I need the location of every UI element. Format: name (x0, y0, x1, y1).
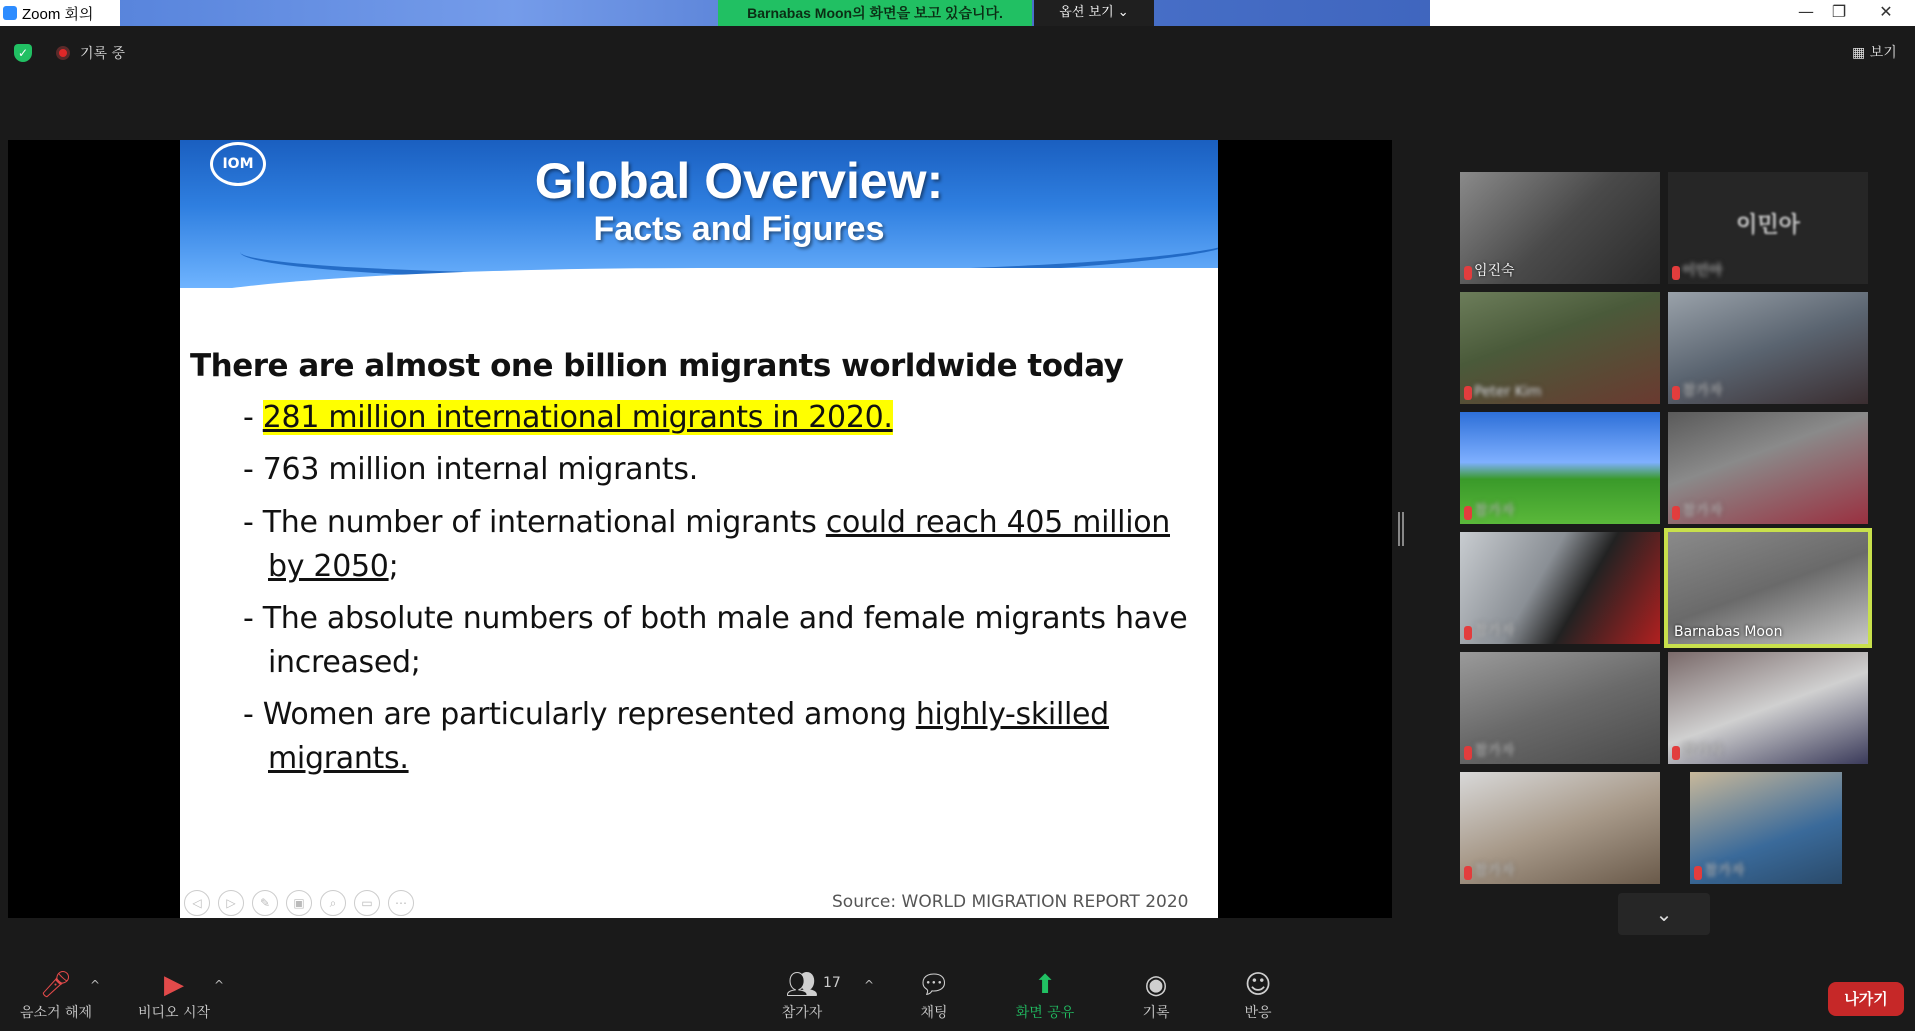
slides-icon[interactable]: ▣ (286, 890, 312, 916)
participants-options-caret-icon[interactable]: ^ (864, 978, 875, 992)
participant-tile[interactable] (1460, 172, 1660, 284)
recording-indicator-icon (56, 46, 70, 60)
prev-slide-icon[interactable]: ◁ (184, 890, 210, 916)
highlighted-text: 281 million international migrants in 2020. (262, 400, 893, 435)
participant-initials: 이민아 (1736, 213, 1800, 238)
iom-logo: IOM (210, 142, 266, 186)
view-label: 보기 (1869, 45, 1897, 61)
muted-mic-icon (1464, 866, 1472, 880)
participant-tile[interactable] (1690, 772, 1842, 884)
gallery-view-button[interactable] (1852, 42, 1897, 62)
more-participants-chevron-down-icon[interactable]: ⌄ (1618, 893, 1710, 935)
bullet-text: Women are particularly represented among (262, 697, 916, 732)
leave-meeting-button[interactable]: 나가기 (1828, 982, 1904, 1016)
record-icon: ◉ (1144, 970, 1168, 1000)
participant-name: 참가자 (1682, 383, 1723, 399)
participant-count-badge: 17 (823, 975, 841, 991)
panel-resize-handle[interactable] (1398, 512, 1404, 546)
next-slide-icon[interactable]: ▷ (218, 890, 244, 916)
minimize-icon[interactable]: — (1798, 2, 1814, 21)
pen-icon[interactable]: ✎ (252, 890, 278, 916)
audio-options-caret-icon[interactable]: ^ (90, 978, 101, 992)
participant-name: 참가자 (1474, 743, 1515, 759)
bullet-text-cont: increased; (268, 645, 421, 680)
slide-subtitle: Facts and Figures (593, 210, 885, 248)
slide-title: Global Overview: (534, 153, 944, 209)
unmute-button[interactable] (14, 968, 101, 1022)
recording-label: 기록 중 (80, 46, 126, 62)
title-bar (0, 0, 1915, 26)
participant-name: 참가자 (1474, 623, 1515, 639)
subtitle-icon[interactable]: ▭ (354, 890, 380, 916)
slide-header-banner (180, 140, 1218, 288)
window-title: Zoom 회의 (22, 6, 94, 23)
slide-headline: There are almost one billion migrants worldwide today (190, 348, 1124, 384)
zoom-logo-icon (3, 6, 17, 20)
start-video-label: 비디오 시작 (137, 1005, 211, 1021)
chat-button[interactable] (908, 968, 960, 1022)
muted-mic-icon (1464, 506, 1472, 520)
participant-tile[interactable] (1668, 172, 1868, 284)
participant-tile[interactable] (1460, 292, 1660, 404)
record-button[interactable] (1130, 968, 1182, 1022)
close-icon[interactable]: ✕ (1879, 2, 1893, 21)
participant-name: 임진숙 (1474, 263, 1515, 279)
muted-mic-icon (1464, 746, 1472, 760)
reactions-button[interactable] (1232, 968, 1284, 1022)
participant-name: Peter Kim (1474, 384, 1542, 400)
chat-bubble-icon: 💬︎ (917, 970, 951, 1000)
restore-icon[interactable]: ❐ (1831, 2, 1847, 21)
participants-label: 참가자 (781, 1005, 823, 1021)
bullet-text-tail: ; (388, 549, 399, 584)
smiley-plus-icon: ☺ (1244, 970, 1272, 1000)
reactions-label: 반응 (1244, 1005, 1272, 1021)
video-off-icon: ▶︎ (164, 970, 184, 1000)
participant-name: 참가자 (1704, 863, 1745, 879)
muted-mic-icon (1464, 626, 1472, 640)
participant-tile[interactable] (1460, 412, 1660, 524)
participant-name: 참가자 (1474, 863, 1515, 879)
underlined-text: could reach 405 million (825, 505, 1170, 540)
bullet-text: The absolute numbers of both male and female migrants have (262, 601, 1188, 636)
participant-tile[interactable] (1668, 412, 1868, 524)
bullet-projection-2050: - The number of international migrants could reach 405 million by 2050; (243, 505, 1170, 584)
slide-source: Source: WORLD MIGRATION REPORT 2020 (832, 892, 1189, 912)
record-label: 기록 (1142, 1005, 1170, 1021)
zoom-icon[interactable]: ⌕ (320, 890, 346, 916)
muted-mic-icon (1694, 866, 1702, 880)
participant-tile[interactable] (1460, 772, 1660, 884)
underlined-text-cont: by 2050 (268, 549, 389, 584)
participant-name: 이민아 (1682, 263, 1723, 279)
share-screen-icon: ⬆︎ (1034, 970, 1056, 1000)
participant-tile[interactable] (1460, 652, 1660, 764)
unmute-label: 음소거 해제 (19, 1005, 93, 1021)
share-screen-button[interactable] (1008, 968, 1082, 1022)
participants-icon: 👥︎ (785, 970, 819, 1000)
participant-tile[interactable] (1460, 532, 1660, 644)
muted-microphone-icon: 🎤︎ (39, 970, 73, 1000)
presentation-slide (180, 140, 1218, 918)
participant-tile-active-speaker[interactable] (1668, 532, 1868, 644)
bullet-text: 763 million internal migrants. (262, 452, 698, 487)
bullet-women-skilled: - Women are particularly represented among highly-skilled migrants. (243, 693, 1193, 781)
muted-mic-icon (1464, 386, 1472, 400)
bullet-international-migrants: - 281 million international migrants in 2020. (243, 400, 893, 435)
chat-label: 채팅 (920, 1005, 948, 1021)
muted-mic-icon (1672, 266, 1680, 280)
share-screen-label: 화면 공유 (1015, 1005, 1075, 1021)
participant-name: 참가자 (1474, 503, 1515, 519)
grid-icon: ▦ (1852, 45, 1870, 61)
view-options-button[interactable]: 옵션 보기 ⌄ (1034, 0, 1154, 26)
participant-tile[interactable] (1668, 652, 1868, 764)
bullet-text: The number of international migrants (262, 505, 826, 540)
video-options-caret-icon[interactable]: ^ (214, 978, 225, 992)
participant-name: 참가자 (1682, 743, 1723, 759)
participant-tile[interactable] (1668, 292, 1868, 404)
bullet-internal-migrants: - 763 million internal migrants. (243, 452, 698, 487)
participant-name: 참가자 (1682, 503, 1723, 519)
underlined-text-cont: migrants. (268, 741, 409, 776)
muted-mic-icon (1672, 746, 1680, 760)
muted-mic-icon (1672, 506, 1680, 520)
muted-mic-icon (1464, 266, 1472, 280)
participant-name: Barnabas Moon (1674, 624, 1783, 640)
underlined-text: highly-skilled (915, 697, 1109, 732)
bullet-male-female: - The absolute numbers of both male and female migrants have increased; (243, 597, 1193, 685)
more-options-icon[interactable]: ⋯ (388, 890, 414, 916)
screen-share-banner: Barnabas Moon의 화면을 보고 있습니다. (718, 0, 1032, 26)
muted-mic-icon (1672, 386, 1680, 400)
security-shield-icon[interactable]: ✓ (14, 44, 32, 62)
start-video-button[interactable] (132, 968, 216, 1022)
